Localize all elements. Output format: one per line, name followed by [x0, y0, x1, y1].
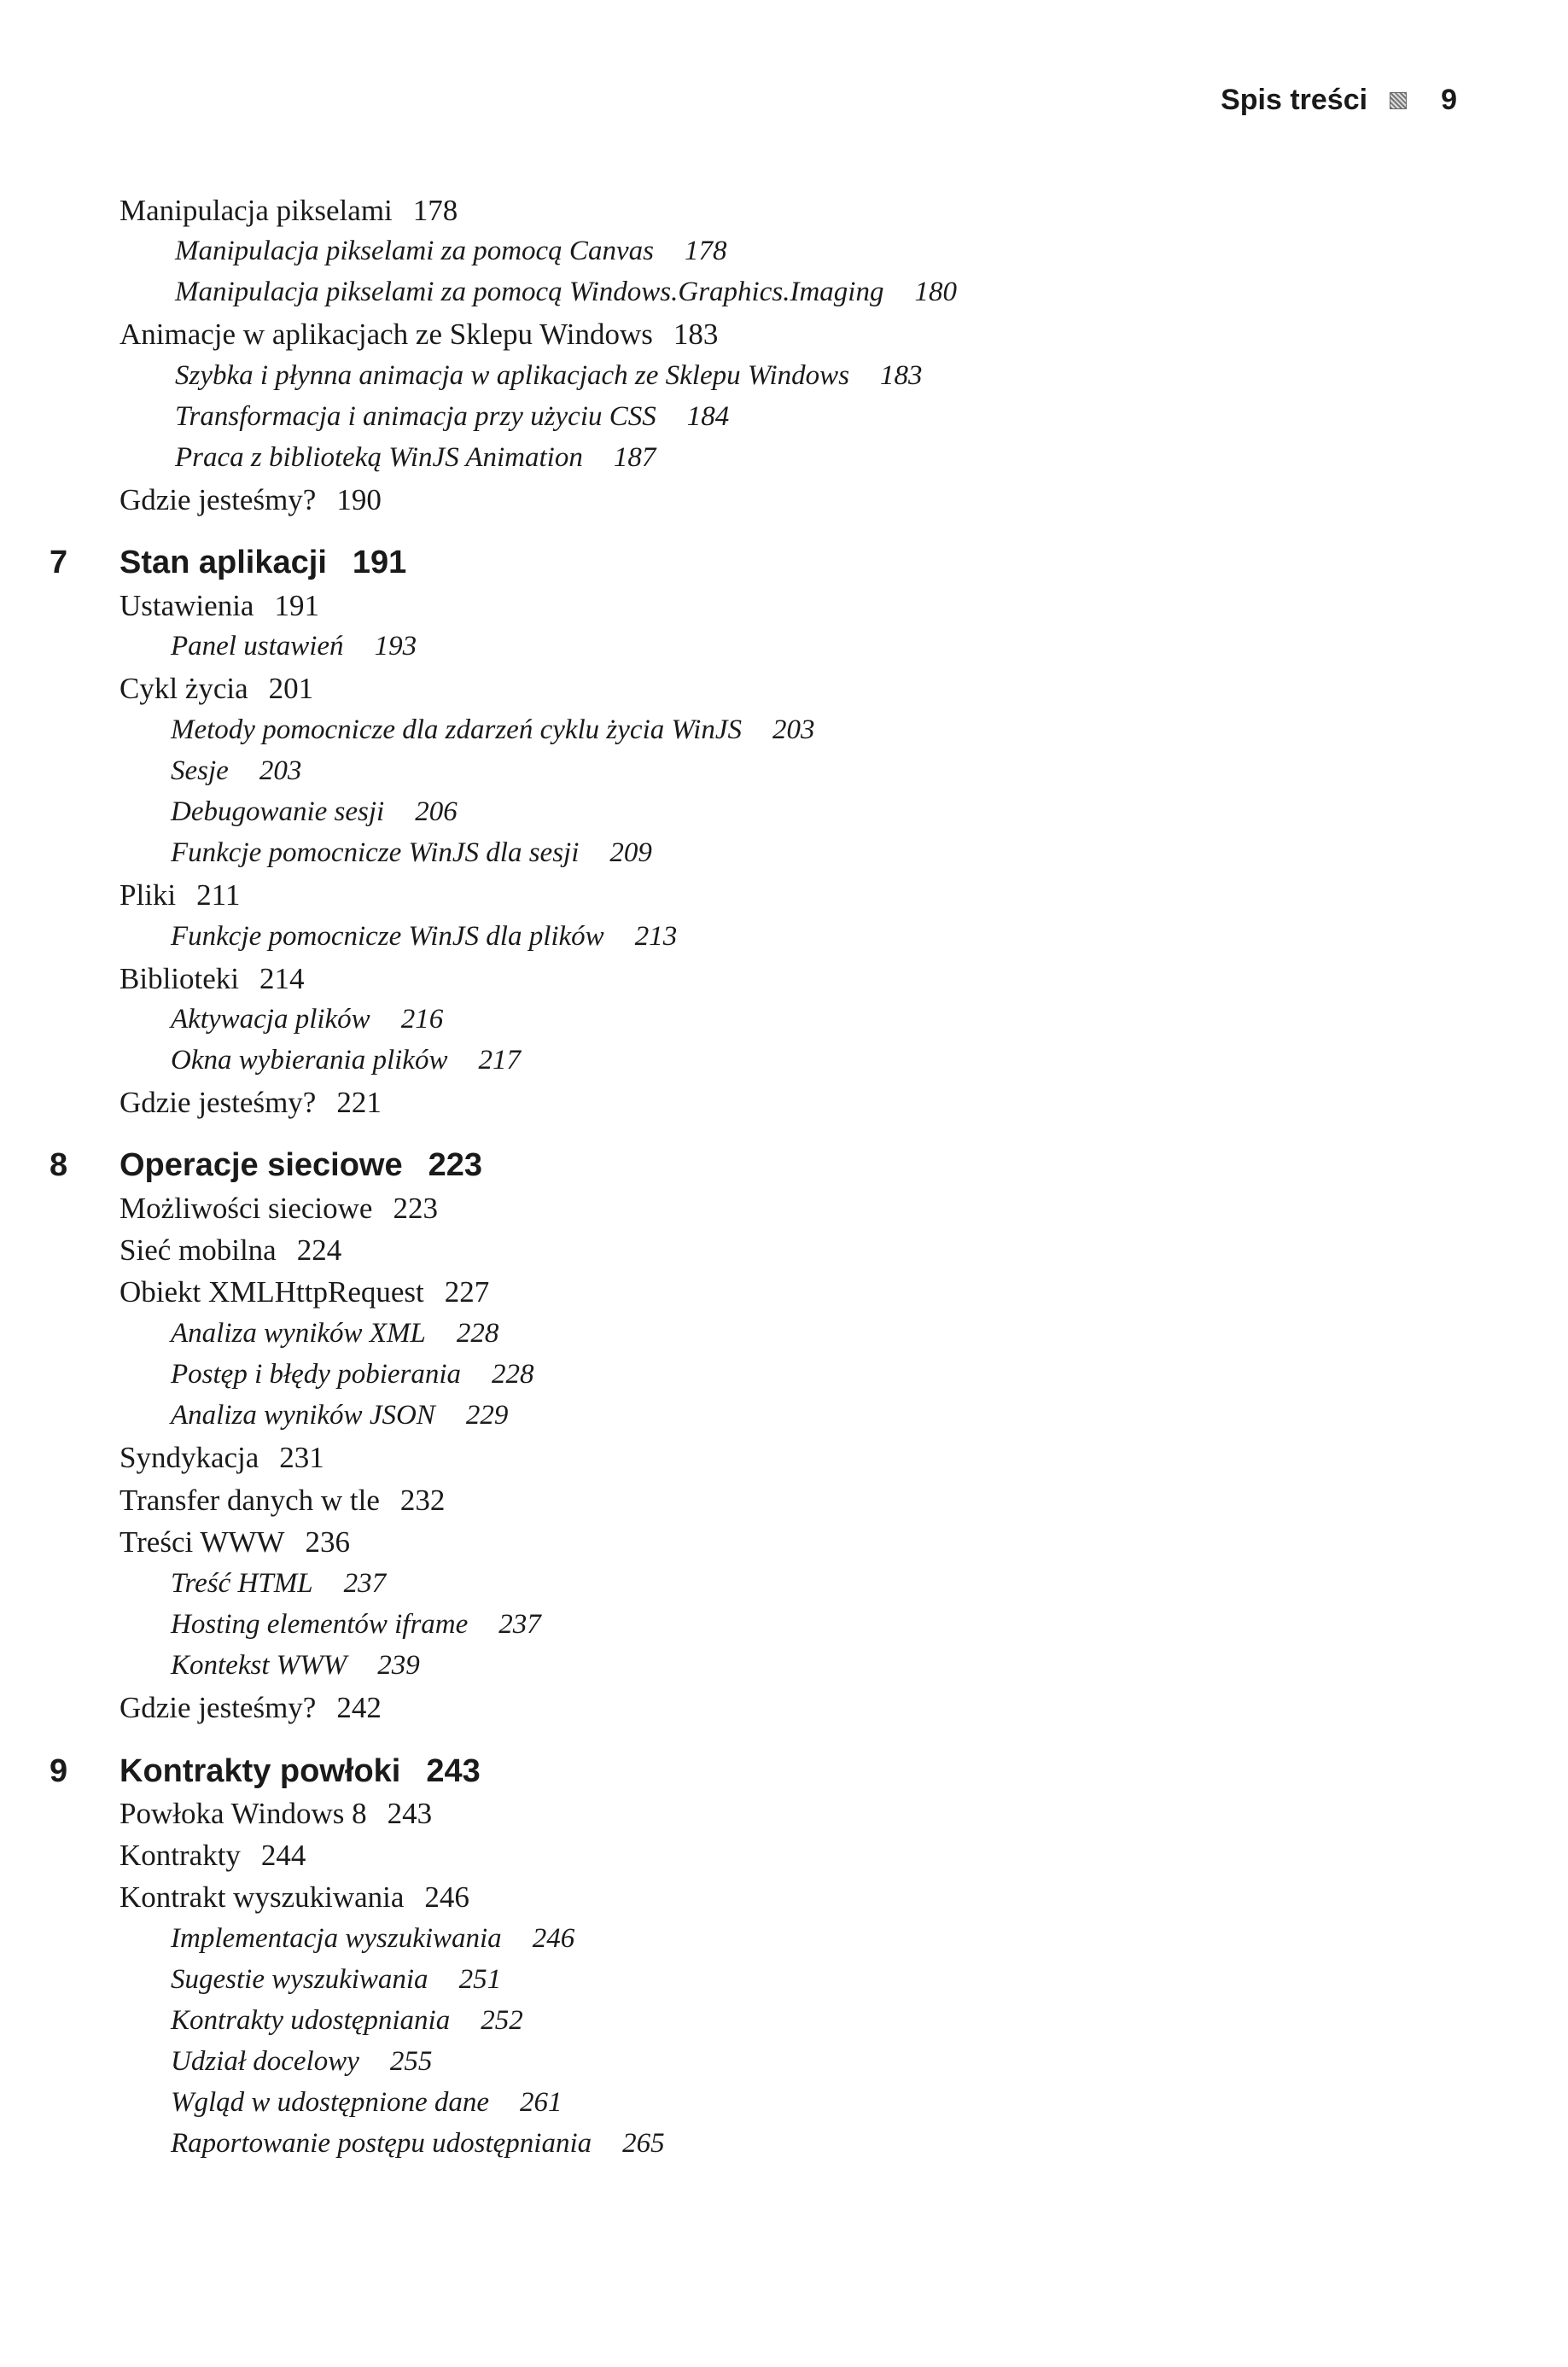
toc-subentry [171, 2007, 523, 2035]
toc-entry [119, 1193, 438, 1223]
chapter-title-text: Operacje sieciowe [119, 1147, 403, 1183]
toc-subentry [175, 278, 957, 306]
toc-entry-title: Gdzie jesteśmy? [119, 1691, 317, 1724]
toc-subentry [171, 1006, 443, 1034]
toc-entry-title: Wgląd w udostępnione dane [171, 2087, 490, 2118]
toc-entry-title: Treść HTML [171, 1568, 313, 1599]
toc-subentry [171, 2130, 665, 2158]
chapter-title [119, 546, 406, 579]
toc-subentry [171, 839, 652, 867]
toc-subentry [171, 2048, 432, 2076]
toc-entry-page: 201 [268, 672, 314, 705]
chapter-page: 243 [426, 1753, 481, 1789]
chapter-number: 9 [50, 1753, 68, 1789]
toc-entry [119, 1235, 341, 1265]
toc-entry-page: 190 [336, 483, 382, 516]
toc-entry-page: 184 [686, 401, 730, 432]
toc-entry [119, 1840, 306, 1870]
toc-entry-title: Kontekst WWW [171, 1650, 347, 1681]
toc-entry-title: Aktywacja plików [171, 1004, 370, 1035]
toc-entry-page: 191 [274, 589, 319, 622]
toc-entry-page: 229 [465, 1400, 509, 1431]
toc-entry-page: 178 [412, 194, 458, 227]
toc-entry-page: 211 [196, 878, 241, 912]
toc-entry-page: 183 [880, 360, 923, 391]
toc-entry-page: 224 [296, 1233, 342, 1267]
toc-entry-title: Syndykacja [119, 1441, 259, 1474]
toc-entry-title: Biblioteki [119, 962, 239, 995]
toc-subentry [171, 923, 677, 951]
toc-subentry [171, 798, 458, 826]
toc-entry-title: Metody pomocnicze dla zdarzeń cyklu życia WinJS [171, 714, 742, 745]
toc-entry-page: 261 [520, 2087, 562, 2118]
toc-entry [119, 1882, 469, 1912]
toc-entry-title: Analiza wyników JSON [171, 1400, 435, 1431]
toc-entry-title: Raportowanie postępu udostępniania [171, 2128, 592, 2159]
toc-entry-title: Okna wybierania plików [171, 1045, 448, 1076]
chapter-number: 8 [50, 1147, 68, 1183]
chapter-title [119, 1149, 482, 1181]
toc-entry-title: Analiza wyników XML [171, 1318, 426, 1349]
toc-entry-page: 237 [498, 1609, 541, 1640]
toc-entry-title: Transformacja i animacja przy użyciu CSS [175, 401, 656, 432]
toc-entry-page: 244 [260, 1839, 306, 1872]
header-ornament-icon [1390, 92, 1407, 109]
toc-entry-title: Powłoka Windows 8 [119, 1797, 367, 1830]
toc-entry [119, 1693, 382, 1723]
toc-entry-page: 242 [336, 1691, 382, 1724]
toc-subentry [171, 633, 417, 661]
toc-entry-title: Gdzie jesteśmy? [119, 1086, 317, 1119]
toc-subentry [175, 403, 729, 431]
toc-entry-page: 232 [399, 1484, 446, 1517]
toc-entry-page: 227 [444, 1275, 490, 1309]
chapter-number: 7 [50, 545, 68, 580]
chapter-title-text: Kontrakty powłoki [119, 1753, 401, 1789]
toc-subentry [175, 362, 923, 390]
toc-entry-title: Funkcje pomocnicze WinJS dla plików [171, 921, 604, 952]
toc-entry [119, 485, 382, 515]
toc-subentry [171, 1402, 508, 1430]
toc-entry-title: Treści WWW [119, 1525, 285, 1559]
header-page-number: 9 [1441, 84, 1457, 116]
toc-entry [119, 1527, 350, 1557]
toc-entry-page: 178 [684, 236, 727, 266]
toc-entry-title: Kontrakt wyszukiwania [119, 1880, 405, 1914]
toc-entry-page: 203 [772, 714, 815, 745]
toc-entry-page: 209 [609, 837, 652, 868]
toc-subentry [175, 237, 726, 265]
toc-entry-title: Transfer danych w tle [119, 1484, 380, 1517]
toc-entry-title: Hosting elementów iframe [171, 1609, 469, 1640]
toc-entry-page: 246 [532, 1923, 575, 1954]
toc-entry-title: Manipulacja pikselami za pomocą Canvas [175, 236, 654, 266]
toc-subentry [171, 1570, 386, 1598]
toc-entry-title: Gdzie jesteśmy? [119, 483, 317, 516]
toc-entry [119, 319, 718, 349]
toc-entry-title: Animacje w aplikacjach ze Sklepu Windows [119, 318, 653, 351]
toc-entry-title: Udział docelowy [171, 2046, 359, 2077]
toc-entry-page: 239 [377, 1650, 420, 1681]
toc-entry-page: 187 [613, 442, 656, 473]
toc-entry-title: Kontrakty udostępniania [171, 2005, 451, 2036]
toc-entry-title: Kontrakty [119, 1839, 241, 1872]
toc-entry [119, 1799, 432, 1828]
toc-entry [119, 964, 305, 994]
toc-entry-title: Manipulacja pikselami [119, 194, 393, 227]
toc-entry-title: Możliwości sieciowe [119, 1192, 373, 1225]
toc-entry-page: 252 [481, 2005, 523, 2036]
toc-entry-title: Obiekt XMLHttpRequest [119, 1275, 424, 1309]
toc-entry-title: Panel ustawień [171, 631, 344, 662]
toc-entry [119, 1443, 324, 1472]
toc-entry [119, 1485, 445, 1515]
chapter-page: 191 [352, 545, 407, 580]
toc-subentry [175, 444, 656, 472]
toc-entry-page: 193 [374, 631, 417, 662]
toc-entry-title: Ustawienia [119, 589, 254, 622]
toc-entry-title: Debugowanie sesji [171, 796, 385, 827]
toc-subentry [171, 1652, 420, 1680]
toc-entry-title: Sesje [171, 755, 229, 786]
toc-entry-page: 231 [279, 1441, 324, 1474]
toc-entry [119, 195, 458, 225]
toc-subentry [171, 716, 814, 744]
toc-entry-title: Postęp i błędy pobierania [171, 1359, 462, 1390]
toc-entry [119, 591, 319, 621]
toc-subentry [171, 1611, 541, 1639]
toc-entry-page: 228 [492, 1359, 534, 1390]
toc-entry-page: 206 [415, 796, 458, 827]
toc-entry-page: 183 [673, 318, 719, 351]
toc-entry-page: 236 [305, 1525, 350, 1559]
toc-entry-title: Cykl życia [119, 672, 248, 705]
toc-subentry [171, 1361, 534, 1389]
toc-entry-page: 221 [336, 1086, 382, 1119]
chapter-title-text: Stan aplikacji [119, 545, 327, 580]
toc-subentry [171, 1925, 574, 1953]
toc-entry [119, 673, 313, 703]
toc-entry-page: 214 [259, 962, 305, 995]
running-header-title: Spis treści [1221, 84, 1368, 116]
toc-entry-page: 243 [387, 1797, 433, 1830]
toc-subentry [171, 1966, 501, 1994]
chapter-page: 223 [428, 1147, 483, 1183]
toc-entry [119, 880, 240, 910]
toc-entry-title: Manipulacja pikselami za pomocą Windows.Graphics.Imaging [175, 277, 884, 307]
toc-entry-page: 228 [456, 1318, 499, 1349]
toc-entry-title: Szybka i płynna animacja w aplikacjach ze Sklepu Windows [175, 360, 850, 391]
toc-entry-page: 213 [634, 921, 678, 952]
toc-entry-page: 265 [622, 2128, 665, 2159]
toc-entry-page: 251 [458, 1964, 502, 1995]
toc-entry-page: 203 [259, 755, 302, 786]
toc-entry-title: Praca z biblioteką WinJS Animation [175, 442, 583, 473]
toc-entry-page: 223 [393, 1192, 438, 1225]
toc-entry-title: Sugestie wyszukiwania [171, 1964, 428, 1995]
toc-subentry [171, 1046, 521, 1075]
toc-entry-page: 217 [478, 1045, 521, 1076]
toc-entry [119, 1087, 382, 1117]
toc-entry-page: 246 [424, 1880, 469, 1914]
toc-subentry [171, 2089, 562, 2117]
toc-subentry [171, 1320, 498, 1348]
toc-entry [119, 1277, 489, 1307]
toc-entry-page: 237 [343, 1568, 387, 1599]
toc-entry-title: Implementacja wyszukiwania [171, 1923, 502, 1954]
toc-entry-page: 216 [400, 1004, 444, 1035]
toc-entry-page: 255 [389, 2046, 433, 2077]
chapter-title [119, 1755, 481, 1787]
toc-entry-title: Sieć mobilna [119, 1233, 277, 1267]
running-header [1221, 84, 1457, 117]
toc-entry-title: Pliki [119, 878, 177, 912]
toc-entry-title: Funkcje pomocnicze WinJS dla sesji [171, 837, 580, 868]
toc-entry-page: 180 [914, 277, 957, 307]
toc-subentry [171, 757, 301, 785]
